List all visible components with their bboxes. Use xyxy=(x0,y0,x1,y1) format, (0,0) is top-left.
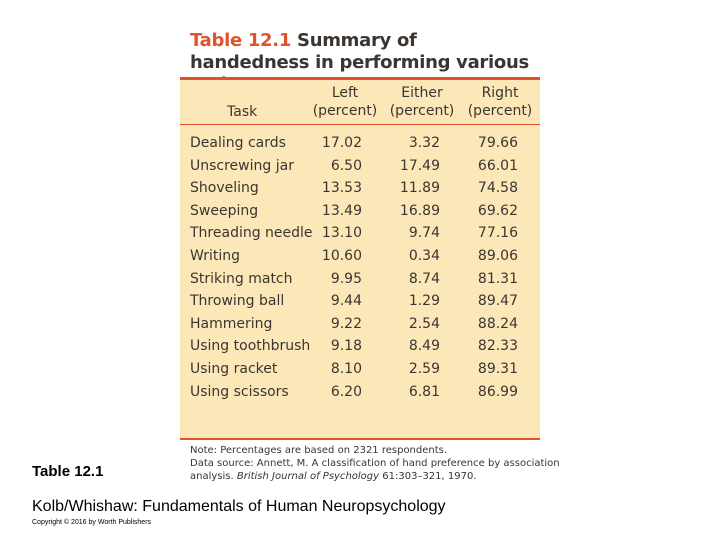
cell-either: 8.74 xyxy=(408,270,440,287)
table-row xyxy=(180,290,540,313)
cell-right: 82.33 xyxy=(477,338,518,355)
header-either xyxy=(382,84,462,120)
cell-task: Dealing cards xyxy=(190,135,286,151)
header-left xyxy=(305,84,385,120)
table-row xyxy=(180,358,540,381)
cell-left: 9.22 xyxy=(330,315,362,332)
table-row xyxy=(180,245,540,268)
header-right-line2: (percent) xyxy=(467,103,533,119)
header-rule xyxy=(180,124,540,125)
table-row xyxy=(180,335,540,358)
cell-right: 66.01 xyxy=(477,157,518,174)
cell-right: 69.62 xyxy=(477,202,518,219)
table-row xyxy=(180,381,540,404)
cell-right: 77.16 xyxy=(477,225,518,242)
cell-left: 13.49 xyxy=(321,202,362,219)
table-row xyxy=(180,313,540,336)
header-right-line1: Right xyxy=(481,85,519,101)
table-note: Note: Percentages are based on 2321 respondents. xyxy=(190,445,448,456)
cell-right: 88.24 xyxy=(477,315,518,332)
cell-task: Unscrewing jar xyxy=(190,157,294,174)
cell-left: 13.53 xyxy=(321,180,362,197)
header-left-line2: (percent) xyxy=(312,103,378,119)
cell-either: 16.89 xyxy=(399,202,440,219)
cell-left: 9.95 xyxy=(330,270,362,287)
header-either-line1: Either xyxy=(401,85,443,101)
cell-left: 6.20 xyxy=(330,383,362,400)
table-row xyxy=(180,200,540,223)
header-either-line2: (percent) xyxy=(389,103,455,119)
cell-right: 89.47 xyxy=(477,293,518,310)
cell-task: Using toothbrush xyxy=(190,338,311,355)
table-row xyxy=(180,268,540,291)
cell-task: Using racket xyxy=(190,360,278,377)
cell-task: Hammering xyxy=(190,315,273,332)
cell-right: 89.06 xyxy=(477,247,518,264)
table-row xyxy=(180,177,540,200)
table-body xyxy=(180,80,540,438)
source-suffix: 61:303–321, 1970. xyxy=(382,471,477,482)
cell-task: Sweeping xyxy=(190,202,259,219)
cell-right: 79.66 xyxy=(477,135,518,151)
table-title-number: Table 12.1 xyxy=(190,30,292,51)
table-source-line1: Data source: Annett, M. A classification of hand preference by association xyxy=(190,458,560,469)
slide-caption-label: Table 12.1 xyxy=(32,463,104,480)
cell-either: 1.29 xyxy=(408,293,440,310)
cell-either: 8.49 xyxy=(408,338,440,355)
cell-left: 9.18 xyxy=(330,338,362,355)
cell-left: 9.44 xyxy=(330,293,362,310)
table-rows xyxy=(180,132,540,403)
cell-task: Shoveling xyxy=(190,180,259,197)
cell-left: 8.10 xyxy=(330,360,362,377)
cell-task: Threading needle xyxy=(190,225,313,242)
cell-right: 86.99 xyxy=(477,383,518,400)
table-notes xyxy=(190,444,560,483)
table-title-text: Summary of handedness in performing various xyxy=(190,30,529,73)
cell-either: 11.89 xyxy=(399,180,440,197)
cell-left: 17.02 xyxy=(321,135,362,151)
source-prefix: analysis. xyxy=(190,471,234,482)
cell-either: 6.81 xyxy=(408,383,440,400)
cell-either: 0.34 xyxy=(408,247,440,264)
cell-either: 9.74 xyxy=(408,225,440,242)
copyright-notice: Copyright © 2016 by Worth Publishers xyxy=(32,519,152,526)
cell-task: Striking match xyxy=(190,270,293,287)
cell-either: 2.59 xyxy=(408,360,440,377)
cell-left: 10.60 xyxy=(321,247,362,264)
handedness-table-figure xyxy=(180,30,560,482)
cell-left: 6.50 xyxy=(330,157,362,174)
table-row xyxy=(180,132,540,155)
cell-either: 3.32 xyxy=(408,135,440,151)
cell-right: 81.31 xyxy=(477,270,518,287)
cell-task: Using scissors xyxy=(190,383,289,400)
source-journal: British Journal of Psychology xyxy=(236,471,380,482)
bottom-rule xyxy=(180,438,540,440)
slide-caption-book: Kolb/Whishaw: Fundamentals of Human Neuropsychology xyxy=(32,498,446,515)
header-left-line1: Left xyxy=(331,85,359,101)
cell-either: 2.54 xyxy=(408,315,440,332)
table-header-row xyxy=(180,80,540,124)
cell-right: 74.58 xyxy=(477,180,518,197)
table-row xyxy=(180,222,540,245)
table-source-line2 xyxy=(190,470,535,483)
table-row xyxy=(180,155,540,178)
header-task: Task xyxy=(227,104,258,120)
cell-task: Throwing ball xyxy=(190,293,285,310)
cell-either: 17.49 xyxy=(399,157,440,174)
header-right xyxy=(460,84,540,120)
cell-task: Writing xyxy=(190,247,240,264)
cell-right: 89.31 xyxy=(477,360,518,377)
cell-left: 13.10 xyxy=(321,225,362,242)
